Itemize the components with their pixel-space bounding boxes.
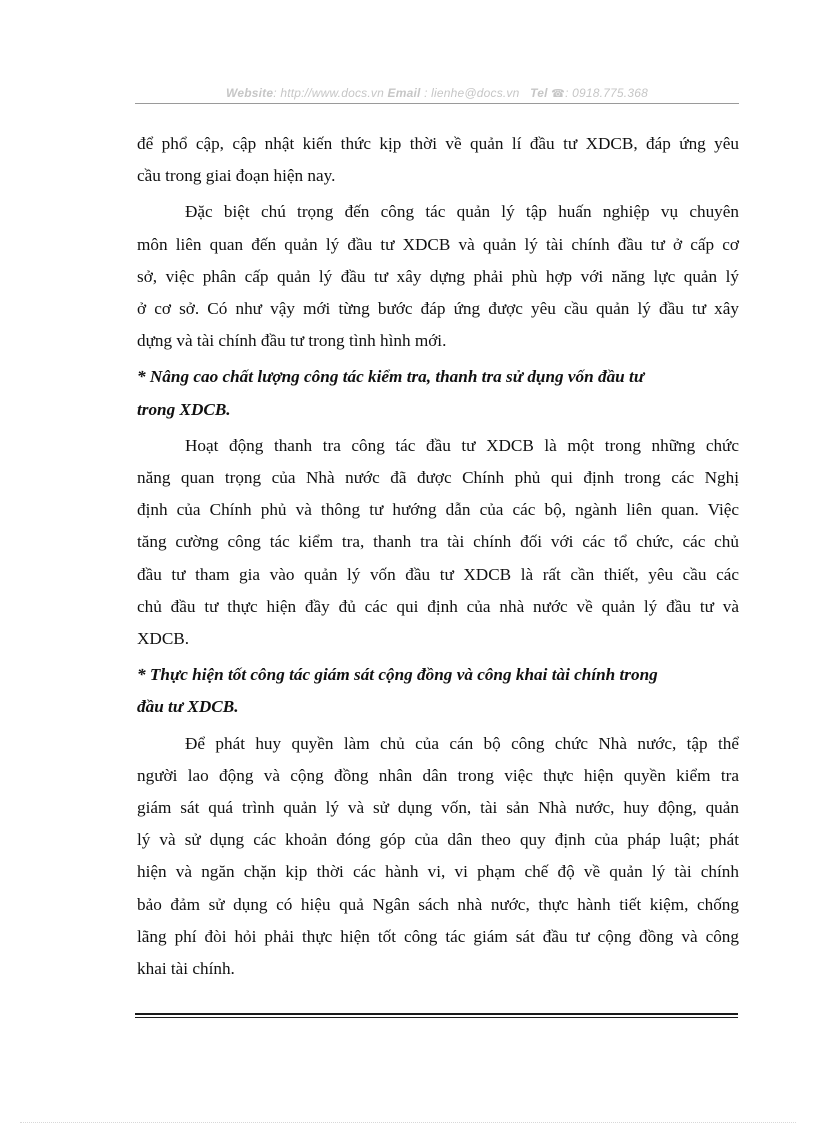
text-line: giám sát quá trình quản lý và sử dụng vốn, tài sản Nhà nước, huy động, quản <box>137 798 739 818</box>
document-body <box>137 128 739 985</box>
text-line: bảo đảm sử dụng có hiệu quả Ngân sách nhà nước, thực hành tiết kiệm, chống <box>137 894 739 914</box>
text-line: lãng phí đòi hỏi phải thực hiện tốt công tác giám sát đầu tư cộng đồng và công <box>137 926 739 946</box>
heading-line: đầu tư XDCB. <box>137 697 239 717</box>
tel-label: Tel <box>530 86 548 100</box>
text-line: hiện và ngăn chặn kịp thời các hành vi, vi phạm chế độ về quản lý tài chính <box>137 862 739 882</box>
paragraph-3 <box>137 430 739 655</box>
tel-number: : 0918.775.368 <box>565 86 648 100</box>
text-line: dựng và tài chính đầu tư trong tình hình mới. <box>137 331 447 351</box>
text-line: đầu tư tham gia vào quản lý vốn đầu tư XDCB là rất cần thiết, yêu cầu các <box>137 564 739 584</box>
website-label: Website <box>226 86 274 100</box>
text-line: Đặc biệt chú trọng đến công tác quản lý tập huấn nghiệp vụ chuyên <box>185 202 739 222</box>
heading-line: * Thực hiện tốt công tác giám sát cộng đồng và công khai tài chính trong <box>137 665 658 685</box>
website-url: : http://www.docs.vn <box>273 86 384 100</box>
text-line: môn liên quan đến quản lý đầu tư XDCB và quản lý tài chính đầu tư ở cấp cơ <box>137 234 739 254</box>
text-line: khai tài chính. <box>137 959 235 979</box>
paragraph-4 <box>137 728 739 986</box>
email-label: Email <box>387 86 421 100</box>
paragraph-1 <box>137 128 739 192</box>
text-line: sở, việc phân cấp quản lý đầu tư xây dựng phải phù hợp với năng lực quản lý <box>137 266 739 286</box>
text-line: chủ đầu tư thực hiện đầy đủ các qui định của nhà nước về quản lý đầu tư và <box>137 596 739 616</box>
text-line: lý và sử dụng các khoản đóng góp của dân theo quy định của pháp luật; phát <box>137 830 739 850</box>
text-line: người lao động và cộng đồng nhân dân trong việc thực hiện quyền kiểm tra <box>137 765 739 785</box>
text-line: Hoạt động thanh tra công tác đầu tư XDCB là một trong những chức <box>185 435 739 455</box>
email-address: : lienhe@docs.vn <box>420 86 520 100</box>
footer-divider <box>135 1013 738 1018</box>
text-line: ở cơ sở. Có như vậy mới từng bước đáp ứng được yêu cầu quản lý đầu tư xây <box>137 299 739 319</box>
phone-icon: ☎ <box>551 87 566 100</box>
text-line: tăng cường công tác kiểm tra, thanh tra tài chính đối với các tổ chức, các chủ <box>137 532 739 552</box>
paragraph-2 <box>137 196 739 357</box>
header-divider <box>135 103 739 104</box>
section-heading-inspection <box>137 361 739 425</box>
heading-line: * Nâng cao chất lượng công tác kiểm tra, thanh tra sử dụng vốn đầu tư <box>137 367 645 387</box>
heading-line: trong XDCB. <box>137 399 231 419</box>
page-header <box>135 86 739 100</box>
text-line: Để phát huy quyền làm chủ của cán bộ công chức Nhà nước, tập thể <box>185 733 739 753</box>
section-heading-supervision <box>137 659 739 723</box>
text-line: năng quan trọng của Nhà nước đã được Chính phủ qui định trong các Nghị <box>137 468 739 488</box>
text-line: để phổ cập, cập nhật kiến thức kịp thời về quản lí đầu tư XDCB, đáp ứng yêu <box>137 134 739 153</box>
text-line: XDCB. <box>137 629 190 649</box>
text-line: định của Chính phủ và thông tư hướng dẫn của các bộ, ngành liên quan. Việc <box>137 500 739 520</box>
text-line: cầu trong giai đoạn hiện nay. <box>137 166 336 186</box>
